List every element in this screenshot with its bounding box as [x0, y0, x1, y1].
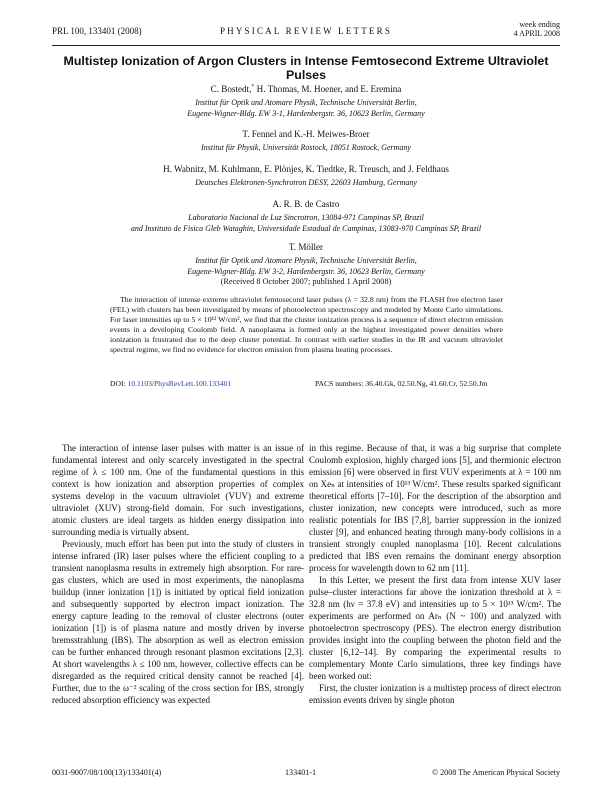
- issue-date: [514, 20, 560, 38]
- week-date: 4 APRIL 2008: [513, 29, 560, 38]
- paragraph: The interaction of intense laser pulses with matter is an issue of fundamental interest and only scarcely investigated in the spectral regime of λ ≤ 100 nm. One of the fundamental questions in this context is how ionization and absorption properties of complex systems develop in the vacuum ultraviolet (VUV) and extreme ultraviolet (XUV) strong-field domain. For such investigations, atomic clusters are ideal targets as hidden energy dissipation into surrounding media is virtually absent.: [52, 443, 304, 537]
- abstract-text: The interaction of intense extreme ultraviolet femtosecond laser pulses (λ = 32.8 nm) from the FLASH free electron laser (FEL) with clusters has been investigated by means of photoelectron spectroscopy and modeled by Monte Carlo simulations. For laser intensities up to 5 × 10¹³ W/cm², we find that the cluster ionization process is a sequence of direct electron emission events in a developing Coulomb field. A nanoplasma is formed only at the highest investigated power densities where ionization is frustrated due to the deep cluster potential. In contrast with earlier studies in the IR and vacuum ultraviolet spectral regime, we find no evidence for electron emission from plasma heating processes.: [110, 295, 503, 354]
- paragraph: in this regime. Because of that, it was a big surprise that complete Coulomb explosion, highly charged ions [5], and thermionic electron emission [6] were observed in first VUV experiments at λ = 100 nm on Xeₙ at intensities of 10¹³ W/cm². These results sparked significant theoretical efforts [7–10]. For the description of the absorption and cluster ionization, new concepts were introduced, such as more realistic potentials for IBS [7,8], barrier suppression in the ionized cluster [9], and enhanced heating through many-body collisions in a transient strongly coupled nanoplasma [10]. Recent calculations predicted that IBS even remains the dominant energy absorption process for wavelength down to 62 nm [11].: [309, 443, 561, 573]
- author-list: A. R. B. de Castro: [272, 199, 340, 209]
- affiliation: Institut für Optik und Atomare Physik, Technische Universität Berlin, Eugene-Wigner-Bldg. EW 3-2, Hardenbergstr. 36, 10623 Berlin, Germany: [187, 256, 425, 276]
- paper-title: Multistep Ionization of Argon Clusters in Intense Femtosecond Extreme Ultraviolet Pulses: [63, 54, 549, 82]
- journal-name: PHYSICAL REVIEW LETTERS: [219, 26, 393, 36]
- abstract: [110, 295, 503, 354]
- affiliation: Institut für Optik und Atomare Physik, Technische Universität Berlin, Eugene-Wigner-Bldg. EW 3-1, Hardenbergstr. 36, 10623 Berlin, Germany: [187, 98, 425, 118]
- author-list: T. Möller: [288, 242, 324, 252]
- running-header: [52, 18, 560, 46]
- journal-reference: PRL 100, 133401 (2008): [52, 26, 142, 36]
- doi-link[interactable]: 10.1103/PhysRevLett.100.133401: [127, 379, 232, 388]
- affiliation: Laboratorio Nacional de Luz Sincrotron, 13084-971 Campinas SP, Brazil and Instituto de Fisica Gleb Wataghin, Universidade Estadual de Campinas, 13083-970 Campinas SP, Brazil: [130, 213, 482, 233]
- header-rule: [52, 45, 560, 46]
- paragraph: First, the cluster ionization is a multistep process of direct electron emission events driven by single photon: [309, 682, 561, 705]
- page-number: 133401-1: [285, 768, 317, 777]
- body-column-right: [309, 443, 561, 707]
- author-list: H. Wabnitz, M. Kuhlmann, E. Plönjes, K. Tiedtke, R. Treusch, and J. Feldhaus: [163, 164, 449, 174]
- footer-code: 0031-9007/08/100(13)/133401(4): [52, 768, 162, 777]
- pacs-numbers: PACS numbers: 36.40.Gk, 02.50.Ng, 41.60.Cr, 52.50.Jm: [315, 379, 488, 388]
- week-label: week ending: [519, 20, 560, 29]
- doi-label: DOI:: [110, 379, 126, 388]
- author-list: C. Bostedt,* H. Thomas, M. Hoener, and E. Eremina: [210, 83, 402, 94]
- corresponding-author-link[interactable]: *: [251, 83, 255, 90]
- doi-line: [110, 379, 231, 388]
- received-date: (Received 8 October 2007; published 1 April 2008): [220, 277, 392, 286]
- affiliation: Institut für Physik, Universität Rostock, 18051 Rostock, Germany: [201, 143, 411, 152]
- body-column-left: [52, 443, 304, 707]
- paragraph: Previously, much effort has been put into the study of clusters in intense infrared (IR) laser pulses where the efficient coupling to a transient nanoplasma results in extremely high absorption. For rare-gas clusters, which are used in most experiments, the nanoplasma buildup (inner ionization [1]) is initiated by optical field ionization and subsequently supported by electron impact ionization. The energy capture leading to the removal of cluster electrons (outer ionization [1]) is of plasma nature and mostly driven by inverse bremsstrahlung (IBS). The absorption as well as electron emission can be further enhanced through resonant plasmon excitations [2,3]. At short wavelengths λ ≤ 100 nm, however, collective effects can be disregarded as the required critical density cannot be reached [4]. Further, due to the ω⁻² scaling of the cross section for IBS, strongly reduced absorption efficiency was expected: [52, 538, 304, 705]
- copyright: © 2008 The American Physical Society: [431, 768, 560, 777]
- paragraph: In this Letter, we present the first data from intense XUV laser pulse–cluster interactions far above the ionization threshold at λ = 32.8 nm (hν = 37.8 eV) and intensities up to 5 × 10¹³ W/cm². The experiments are performed on Arₙ (N ~ 100) and analyzed with photoelectron spectroscopy (PES). The electron energy distribution provides insight into the coupling between the photon field and the cluster [6,12–14]. By comparing the experimental results to complementary Monte Carlo simulations, three key findings have been worked out:: [309, 574, 561, 681]
- affiliation: Deutsches Elektronen-Synchrotron DESY, 22603 Hamburg, Germany: [195, 178, 417, 187]
- author-list: T. Fennel and K.-H. Meiwes-Broer: [242, 129, 370, 139]
